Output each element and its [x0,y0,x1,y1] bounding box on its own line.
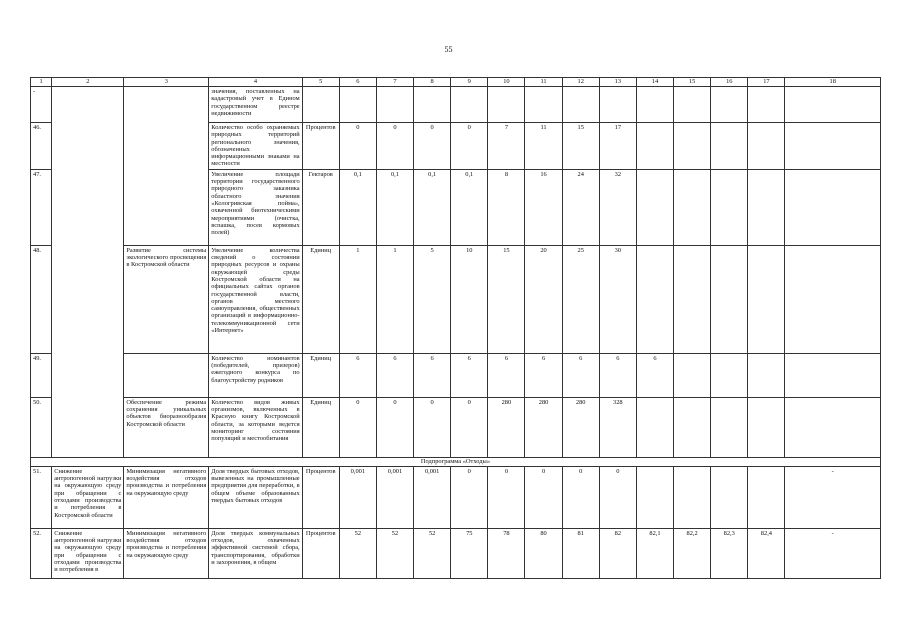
task-cell [124,169,209,245]
unit-cell: Процентов [302,466,339,528]
table-row [31,353,881,397]
value-cell [525,87,562,123]
goal-cell [52,353,124,397]
column-header: 5 [302,78,339,87]
value-cell: 1 [339,245,376,353]
note-cell [785,353,881,397]
value-cell [674,169,711,245]
task-cell: Минимизация негативного воздействия отходов производства и потребления на окружающую среду [124,466,209,528]
value-cell: 0 [488,466,525,528]
value-cell [748,245,785,353]
indicator-cell: Количество особо охраняемых природных территорий регионального значения, обозначенных информационными знаками на местности [209,123,302,170]
value-cell: 7 [488,123,525,170]
column-header: 2 [52,78,124,87]
column-header: 6 [339,78,376,87]
value-cell [636,466,673,528]
value-cell: 6 [599,353,636,397]
value-cell: 0,001 [414,466,451,528]
value-cell: 6 [414,353,451,397]
value-cell: 0 [525,466,562,528]
subprogram-title: Подпрограмма «Отходы» [31,457,881,466]
value-cell: 75 [451,528,488,578]
note-cell [785,245,881,353]
value-cell [488,87,525,123]
value-cell: 0 [414,397,451,457]
value-cell [711,169,748,245]
value-cell [674,353,711,397]
value-cell: 0 [339,123,376,170]
note-cell: - [785,528,881,578]
column-header: 7 [376,78,413,87]
column-header: 10 [488,78,525,87]
value-cell: 5 [414,245,451,353]
value-cell: 30 [599,245,636,353]
value-cell [748,466,785,528]
column-header: 12 [562,78,599,87]
value-cell: 52 [376,528,413,578]
value-cell [711,397,748,457]
value-cell [636,245,673,353]
unit-cell: Гектаров [302,169,339,245]
value-cell: 78 [488,528,525,578]
value-cell: 0,001 [339,466,376,528]
column-header: 18 [785,78,881,87]
row-number: 52. [31,528,52,578]
goal-cell [52,87,124,123]
value-cell [748,169,785,245]
value-cell: 16 [525,169,562,245]
table-row [31,123,881,170]
value-cell [636,169,673,245]
value-cell: 280 [525,397,562,457]
goal-cell [52,245,124,353]
column-header: 9 [451,78,488,87]
unit-cell: Процентов [302,123,339,170]
task-cell [124,87,209,123]
row-number: 49. [31,353,52,397]
value-cell: 6 [525,353,562,397]
unit-cell [302,87,339,123]
column-header: 11 [525,78,562,87]
note-cell [785,87,881,123]
value-cell: 328 [599,397,636,457]
value-cell: 6 [376,353,413,397]
unit-cell: Единиц [302,397,339,457]
value-cell [711,466,748,528]
task-cell [124,123,209,170]
row-number: 51. [31,466,52,528]
column-header: 13 [599,78,636,87]
column-header: 14 [636,78,673,87]
row-number: 46. [31,123,52,170]
goal-cell: Снижение антропогенной нагрузки на окружающую среду при обращении с отходами производства и потребления в Костромской области [52,466,124,528]
value-cell [711,123,748,170]
value-cell [748,397,785,457]
task-cell: Минимизация негативного воздействия отходов производства и потребления на окружающую среду [124,528,209,578]
value-cell [636,397,673,457]
table-row [31,87,881,123]
table-row [31,466,881,528]
value-cell: 0 [451,466,488,528]
value-cell: 0 [376,123,413,170]
value-cell: 0 [599,466,636,528]
column-header: 17 [748,78,785,87]
goal-cell [52,169,124,245]
note-cell [785,169,881,245]
value-cell [451,87,488,123]
row-number: 47. [31,169,52,245]
indicator-cell: Увеличение количества сведений о состоянии природных ресурсов и охраны окружающей среды Костромской области на официальных сайтах органов государственной власти, органов местного самоуправления, общественных организаций в информационно-телекоммуникационной сети «Интернет» [209,245,302,353]
value-cell: 6 [636,353,673,397]
row-number: 50. [31,397,52,457]
value-cell [376,87,413,123]
value-cell [711,353,748,397]
value-cell: 0,1 [339,169,376,245]
page-number: 55 [444,45,453,54]
value-cell [674,87,711,123]
indicator-cell: Доля твердых бытовых отходов, вывезенных на промышленные предприятия для переработки, в общем объеме образованных твердых бытовых отходов [209,466,302,528]
value-cell [711,245,748,353]
value-cell: 0 [451,397,488,457]
value-cell: 82 [599,528,636,578]
goal-cell [52,397,124,457]
value-cell: 82,3 [711,528,748,578]
column-header: 16 [711,78,748,87]
value-cell: 6 [339,353,376,397]
task-cell: Развитие системы экологического просвещения в Костромской области [124,245,209,353]
value-cell: 280 [488,397,525,457]
value-cell [339,87,376,123]
value-cell: 0,1 [376,169,413,245]
value-cell [748,87,785,123]
note-cell [785,397,881,457]
note-cell: - [785,466,881,528]
value-cell [748,123,785,170]
value-cell: 20 [525,245,562,353]
value-cell [636,123,673,170]
subprogram-row [31,457,881,466]
value-cell: 11 [525,123,562,170]
value-cell: 32 [599,169,636,245]
goal-cell [52,123,124,170]
value-cell: 0 [339,397,376,457]
column-header: 4 [209,78,302,87]
value-cell [674,245,711,353]
value-cell: 82,4 [748,528,785,578]
column-header: 1 [31,78,52,87]
task-cell [124,353,209,397]
indicators-table [30,77,881,579]
column-header: 3 [124,78,209,87]
indicator-cell: значения, поставленных на кадастровый учет в Едином государственном реестре недвижимости [209,87,302,123]
table-row [31,245,881,353]
unit-cell: Единиц [302,353,339,397]
goal-cell: Снижение антропогенной нагрузки на окружающую среду при обращении с отходами производства и потребления в [52,528,124,578]
task-cell: Обеспечение режима сохранения уникальных объектов биоразнообразия Костромской области [124,397,209,457]
value-cell [562,87,599,123]
value-cell: 82,1 [636,528,673,578]
value-cell [674,123,711,170]
value-cell: 15 [562,123,599,170]
value-cell: 15 [488,245,525,353]
value-cell: 0,1 [414,169,451,245]
column-header: 8 [414,78,451,87]
table-row [31,169,881,245]
unit-cell: Процентов [302,528,339,578]
table-row [31,528,881,578]
unit-cell: Единиц [302,245,339,353]
value-cell [674,466,711,528]
value-cell: 25 [562,245,599,353]
value-cell: 0,001 [376,466,413,528]
value-cell: 24 [562,169,599,245]
value-cell: 0,1 [451,169,488,245]
value-cell: 6 [451,353,488,397]
value-cell: 6 [488,353,525,397]
indicator-cell: Увеличение площади территории государственного природного заказника областного значения «Кологривская пойма», охваченной биотехническими мероприятиями (очистка, вспашка, посев кормовых полей) [209,169,302,245]
value-cell: 6 [562,353,599,397]
indicator-cell: Количество видов живых организмов, включенных в Красную книгу Костромской области, за которыми ведется мониторинг состояния популяций и местообитания [209,397,302,457]
note-cell [785,123,881,170]
value-cell [674,397,711,457]
value-cell: 52 [339,528,376,578]
row-number: - [31,87,52,123]
value-cell: 82,2 [674,528,711,578]
value-cell: 80 [525,528,562,578]
value-cell: 8 [488,169,525,245]
value-cell: 10 [451,245,488,353]
value-cell: 81 [562,528,599,578]
indicator-cell: Доля твердых коммунальных отходов, охваченных эффективной системой сбора, транспортирования, обработки и захоронения, в общем [209,528,302,578]
table-row [31,397,881,457]
value-cell [414,87,451,123]
value-cell: 17 [599,123,636,170]
value-cell [599,87,636,123]
table-header-row [31,78,881,87]
value-cell [636,87,673,123]
value-cell: 1 [376,245,413,353]
value-cell: 280 [562,397,599,457]
row-number: 48. [31,245,52,353]
value-cell [748,353,785,397]
value-cell: 0 [414,123,451,170]
value-cell: 0 [451,123,488,170]
value-cell: 52 [414,528,451,578]
column-header: 15 [674,78,711,87]
indicator-cell: Количество номинантов (победителей, призеров) ежегодного конкурса по благоустройству родников [209,353,302,397]
value-cell: 0 [562,466,599,528]
value-cell: 0 [376,397,413,457]
value-cell [711,87,748,123]
